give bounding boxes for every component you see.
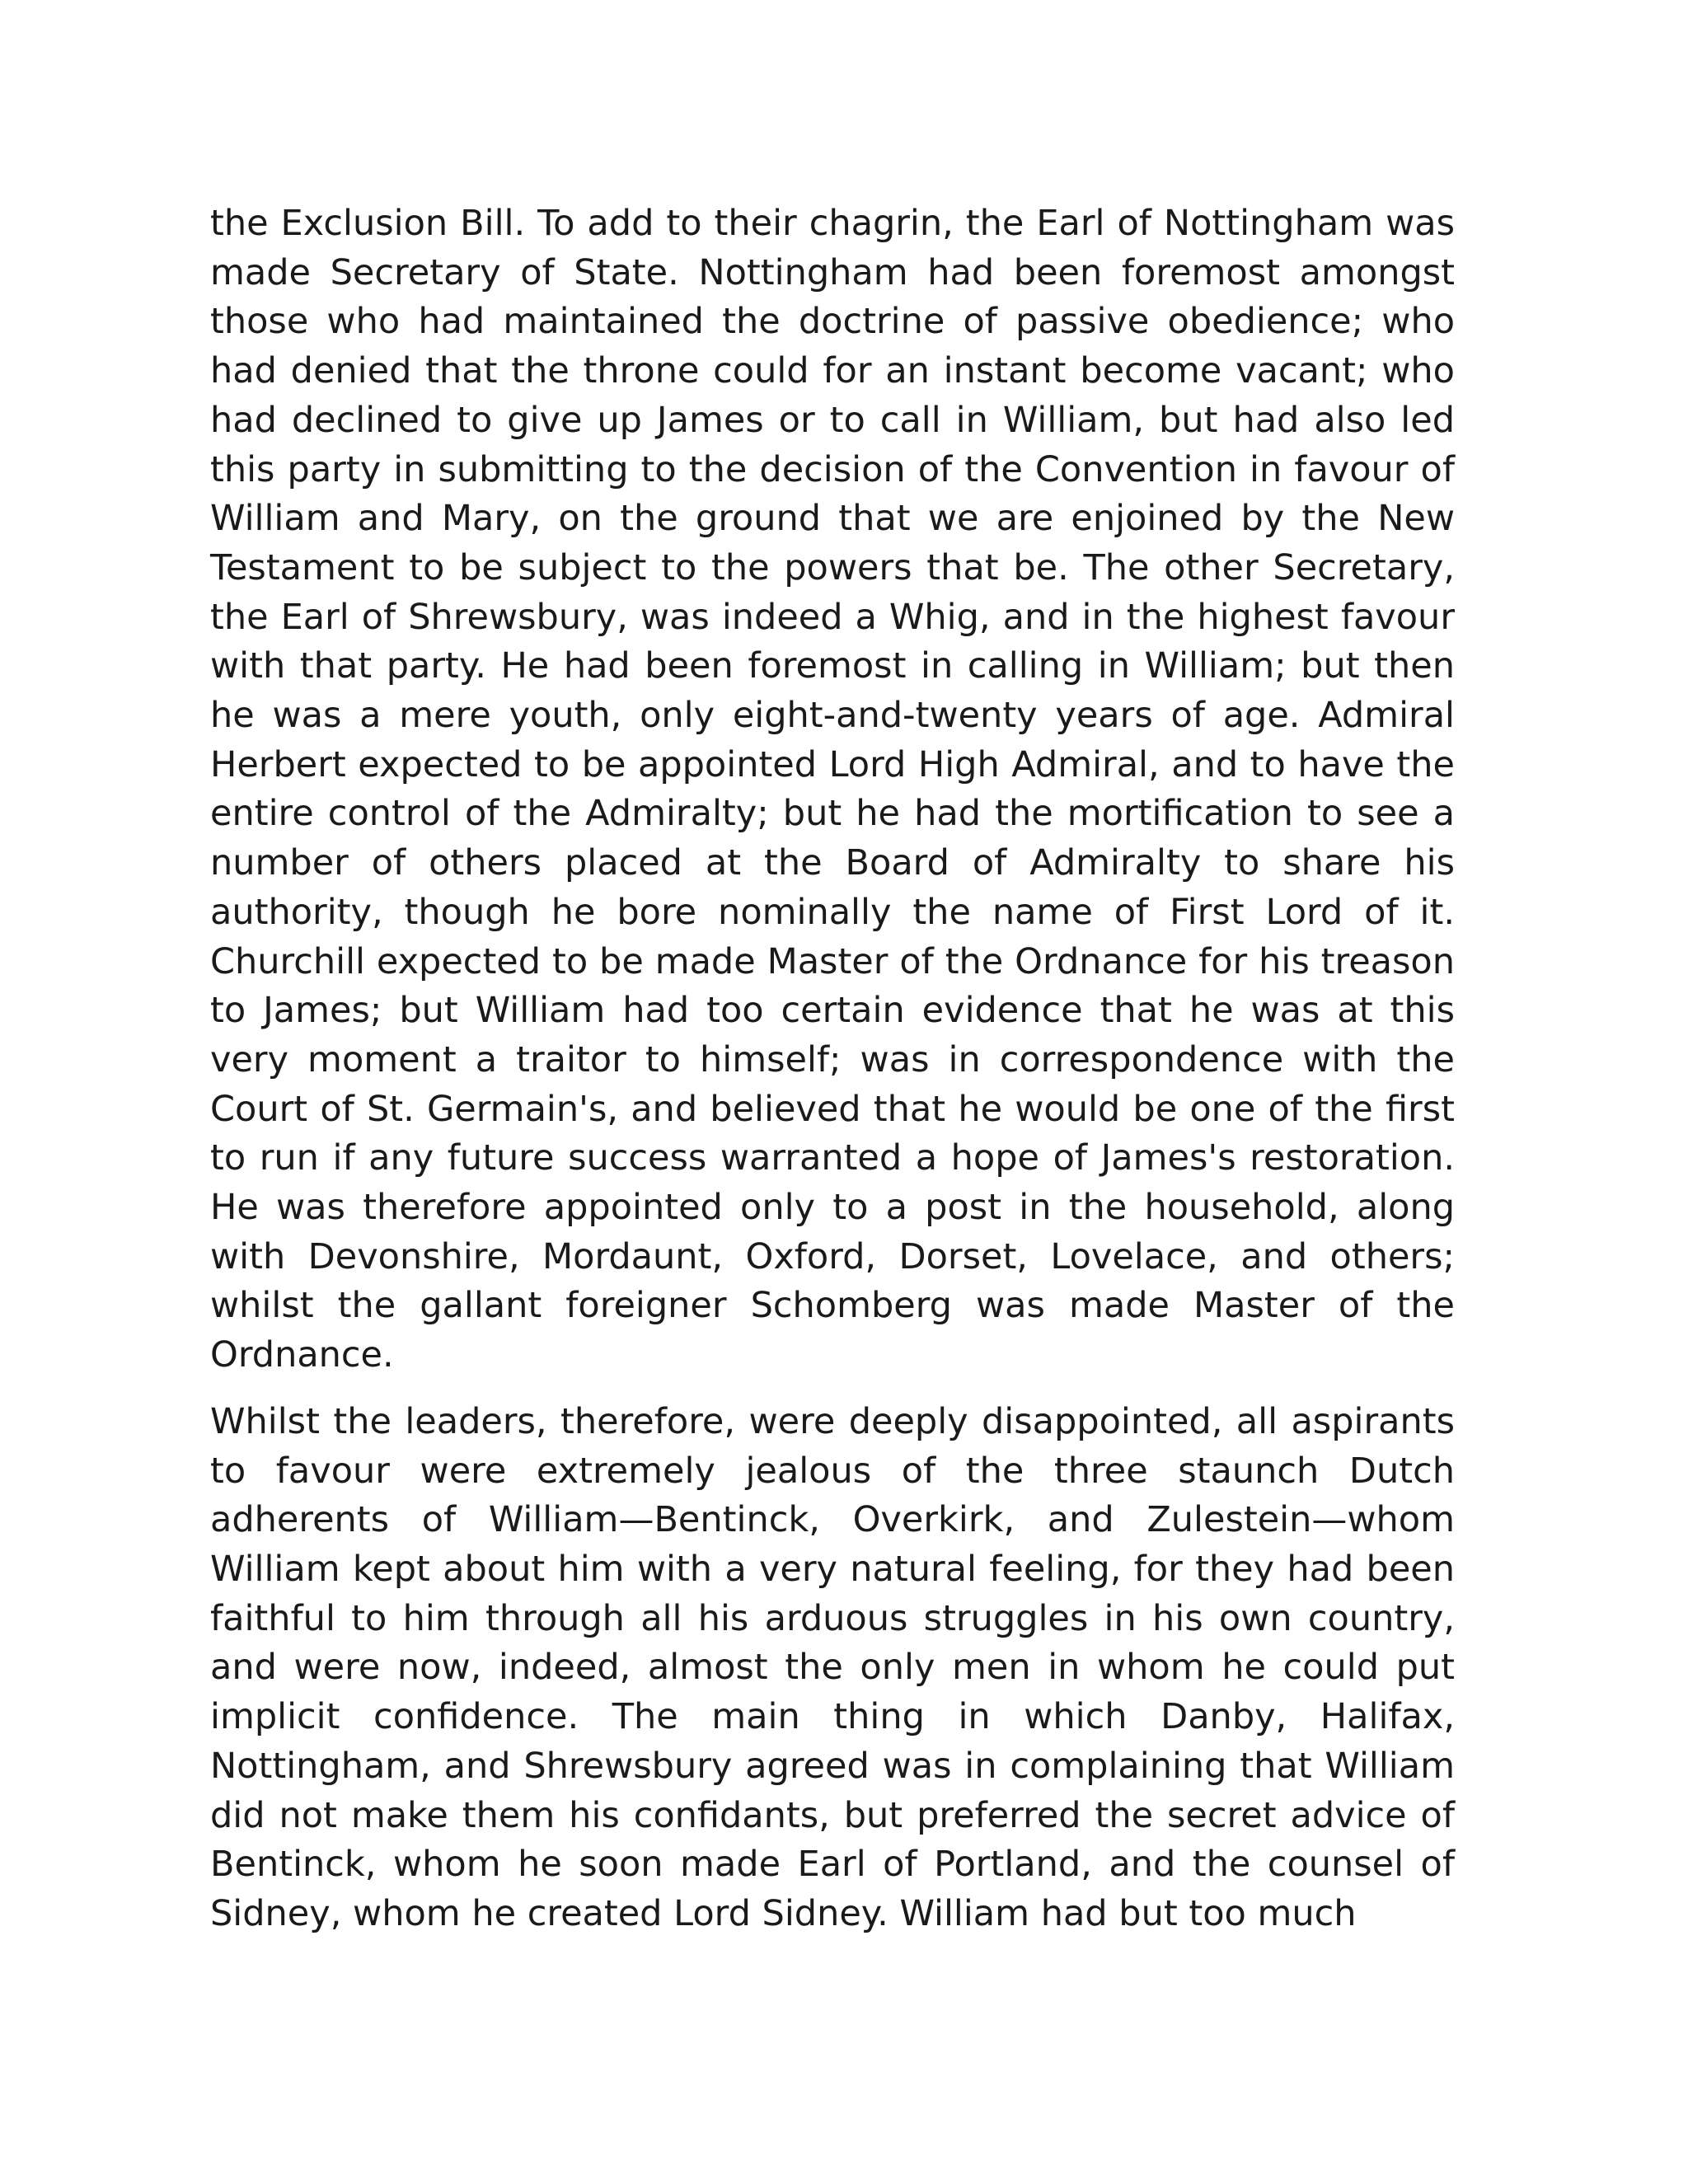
- document-page: [210, 199, 1455, 1939]
- paragraph-2: Whilst the leaders, therefore, were deeply disappointed, all aspirants to favour were extremely jealous of the three staunch Dutch adherents of William—Bentinck, Overkirk, and Zulestein—whom William kept about him with a very natural feeling, for they had been faithful to him through all his arduous struggles in his own country, and were now, indeed, almost the only men in whom he could put implicit confidence. The main thing in which Danby, Halifax, Nottingham, and Shrewsbury agreed was in complaining that William did not make them his confidants, but preferred the secret advice of Bentinck, whom he soon made Earl of Portland, and the counsel of Sidney, whom he created Lord Sidney. William had but too much: [210, 1400, 1455, 1934]
- paragraph-1: the Exclusion Bill. To add to their chagrin, the Earl of Nottingham was made Secretary of State. Nottingham had been foremost amongst those who had maintained the doctrine of passive obedience; who had denied that the throne could for an instant become vacant; who had declined to give up James or to call in William, but had also led this party in submitting to the decision of the Convention in favour of William and Mary, on the ground that we are enjoined by the New Testament to be subject to the powers that be. The other Secretary, the Earl of Shrewsbury, was indeed a Whig, and in the highest favour with that party. He had been foremost in calling in William; but then he was a mere youth, only eight-and-twenty years of age. Admiral Herbert expected to be appointed Lord High Admiral, and to have the entire control of the Admiralty; but he had the mortification to see a number of others placed at the Board of Admiralty to share his authority, though he bore nominally the name of First Lord of it. Churchill expected to be made Master of the Ordnance for his treason to James; but William had too certain evidence that he was at this very moment a traitor to himself; was in correspondence with the Court of St. Germain's, and believed that he would be one of the first to run if any future success warranted a hope of James's restoration. He was therefore appointed only to a post in the household, along with Devonshire, Mordaunt, Oxford, Dorset, Lovelace, and others; whilst the gallant foreigner Schomberg was made Master of the Ordnance.: [210, 203, 1455, 1376]
